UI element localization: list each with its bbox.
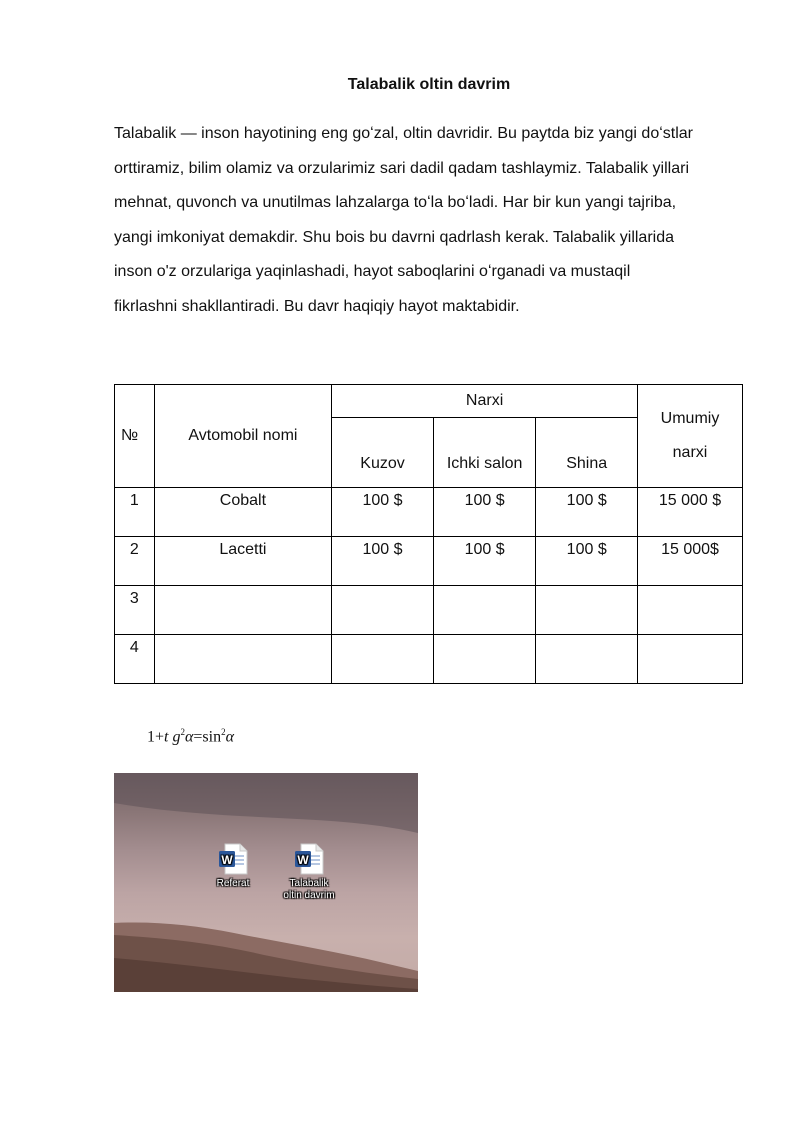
trig-formula (147, 727, 234, 746)
row-total (638, 586, 743, 635)
formula-t: t (164, 728, 169, 746)
paragraph (114, 117, 754, 324)
paragraph-line: inson o'z orzulariga yaqinlashadi, hayot saboqlarini oʻrganadi va mustaqil (114, 263, 631, 280)
header-kuzov: Kuzov (332, 418, 434, 488)
row-num: 4 (115, 635, 155, 684)
formula-equals: = (193, 728, 203, 746)
row-salon: 100 $ (433, 537, 536, 586)
formula-one: 1 (147, 728, 155, 746)
table-row (115, 586, 743, 635)
document-title: Talabalik oltin davrim (347, 76, 511, 93)
row-total (638, 635, 743, 684)
table-row (115, 488, 743, 537)
desktop-icon-label: Referat (216, 878, 250, 889)
row-total: 15 000 $ (638, 488, 743, 537)
row-kuzov (332, 635, 434, 684)
row-car-name (154, 586, 332, 635)
row-car-name: Cobalt (154, 488, 332, 537)
table-row (115, 635, 743, 684)
row-total: 15 000$ (638, 537, 743, 586)
paragraph-line: fikrlashni shakllantiradi. Bu davr haqiqiy hayot maktabidir. (114, 297, 520, 315)
header-total-line2: narxi (672, 444, 708, 461)
desktop-screenshot (114, 773, 418, 992)
row-num: 2 (115, 537, 155, 586)
word-document-icon (218, 843, 248, 875)
header-price-group: Narxi (332, 385, 638, 418)
formula-sin: sin (202, 728, 222, 746)
header-ichki-salon: Ichki salon (433, 418, 536, 488)
header-total (638, 385, 743, 488)
formula-alpha: α (225, 728, 234, 746)
row-salon: 100 $ (433, 488, 536, 537)
row-shina (536, 586, 638, 635)
table-row (115, 537, 743, 586)
row-kuzov: 100 $ (332, 488, 434, 537)
desktop-icon-talabalik[interactable] (274, 843, 344, 902)
row-num: 1 (115, 488, 155, 537)
formula-g: g (172, 728, 181, 746)
row-num: 3 (115, 586, 155, 635)
price-table (114, 384, 743, 684)
word-letter: W (221, 853, 233, 867)
header-car-name: Avtomobil nomi (154, 385, 332, 488)
word-document-icon (294, 843, 324, 875)
paragraph-line: mehnat, quvonch va unutilmas lahzalarga toʻla boʻladi. Har bir kun yangi tajriba, (114, 194, 677, 211)
formula-exponent: 2 (180, 727, 185, 737)
header-shina: Shina (536, 418, 638, 488)
formula-exponent: 2 (221, 727, 226, 737)
formula-alpha: α (184, 728, 194, 746)
row-car-name: Lacetti (154, 537, 332, 586)
row-kuzov (332, 586, 434, 635)
row-salon (433, 586, 536, 635)
desktop-icon-label: oltin davrim (283, 890, 335, 901)
row-kuzov: 100 $ (332, 537, 434, 586)
row-car-name (154, 635, 332, 684)
word-letter: W (297, 853, 309, 867)
row-shina: 100 $ (536, 537, 638, 586)
desktop-icon-label: Talabalik (289, 878, 329, 889)
paragraph-line: orttiramiz, bilim olamiz va orzularimiz sari dadil qadam tashlaymiz. Talabalik yillari (114, 159, 689, 177)
desktop-icon-referat[interactable] (198, 843, 268, 890)
row-shina: 100 $ (536, 488, 638, 537)
paragraph-line: Talabalik — inson hayotining eng goʻzal, oltin davridir. Bu paytda biz yangi doʻstlar (114, 125, 694, 142)
row-salon (433, 635, 536, 684)
formula-plus: + (155, 728, 165, 746)
header-total-line1: Umumiy (660, 410, 720, 427)
header-num: № (115, 385, 155, 488)
paragraph-line: yangi imkoniyat demakdir. Shu bois bu davrni qadrlash kerak. Talabalik yillarida (114, 228, 674, 246)
row-shina (536, 635, 638, 684)
